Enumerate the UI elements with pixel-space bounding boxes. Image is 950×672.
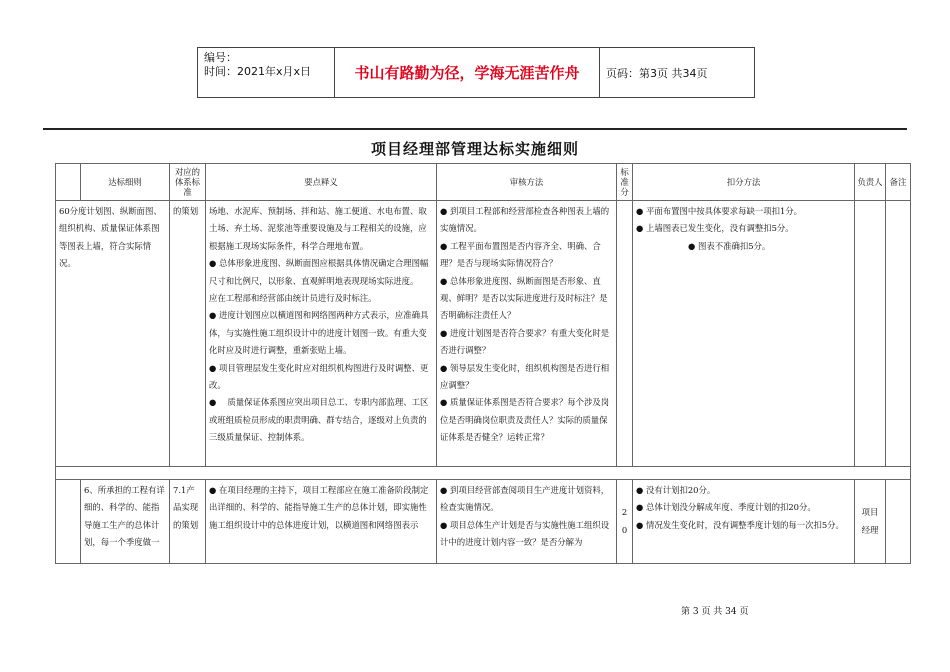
row1-audit-item: ● 质量保证体系图是否符合要求？每个涉及岗位是否明确岗位职责及责任人？实际的质量保证体系是否健全？运转正常？ <box>440 397 610 443</box>
header-meta <box>198 48 335 97</box>
row2-standard: 7.1产品实现的策划 <box>170 480 206 564</box>
col-header-standard: 对应的体系标准 <box>170 164 206 201</box>
row2-detail: 6、所承担的工程有详细的、科学的、能指导施工生产的总体计划，每一个季度做一 <box>81 480 170 564</box>
row1-point: ● 质量保证体系图应突出项目总工、专职内部监理、工区或班组质检员形成的职责明确、群专结合，逐级对上负责的三级质量保证、控制体系。 <box>209 397 429 443</box>
criteria-table <box>55 163 911 564</box>
row1-points <box>206 201 437 467</box>
gap-cell <box>617 467 633 480</box>
page-header <box>197 47 755 98</box>
col-header-audit: 审核方法 <box>437 164 617 201</box>
row1-audit-item: ● 总体形象进度图、纵断面图是否形象、直 <box>440 275 601 286</box>
row2-audit-item: ● 项目总体生产计划是否与实施性施工组织设计中的进度计划内容一致？是否分解为 <box>440 519 610 548</box>
col-header-owner: 负责人 <box>855 164 886 201</box>
row1-score <box>617 201 633 467</box>
row1-remarks <box>886 201 911 467</box>
gap-cell <box>81 467 170 480</box>
row2-remarks <box>886 480 911 564</box>
header-rule <box>43 128 907 130</box>
gap-cell <box>855 467 886 480</box>
row2-point: ● 在项目经理的主持下，项目工程部应在施工准备阶段制定出详细的、科学的、能指导施工生产的总体计划，即实施性施工组织设计中的总体进度计划，以横道图和网络图表示 <box>209 485 429 530</box>
date-label: 时间：2021年x月x日 <box>204 65 312 78</box>
row1-point: 应在工程部和经营部由统计员进行及时标注。 <box>209 293 377 304</box>
row1-owner <box>855 201 886 467</box>
row2-deduction-item: ● 情况发生变化时，没有调整季度计划的每一次扣5分。 <box>636 519 844 530</box>
table-row <box>56 480 911 564</box>
row2-points <box>206 480 437 564</box>
table-gap-row <box>56 467 911 480</box>
gap-cell <box>56 467 81 480</box>
row1-audit <box>437 201 617 467</box>
gap-cell <box>206 467 437 480</box>
gap-cell <box>633 467 855 480</box>
row2-index <box>56 480 81 564</box>
gap-cell <box>886 467 911 480</box>
row2-owner: 项目经理 <box>855 480 886 564</box>
row1-detail <box>56 201 170 467</box>
row2-deduction-item: ● 总体计划没分解成年度、季度计划的扣20分。 <box>636 502 816 513</box>
number-label: 编号： <box>204 51 237 64</box>
row1-point: 场地、水泥库、预制场、拌和站、施工便道、水电布置、取土场、弃土场、泥浆池等重要设施及与工程相关的设施，应根据施工现场实际条件，科学合理地布置。 <box>209 206 427 251</box>
col-header-remarks: 备注 <box>886 164 911 201</box>
gap-cell <box>437 467 617 480</box>
col-header-score: 标准分 <box>617 164 633 201</box>
row2-audit <box>437 480 617 564</box>
gap-cell <box>170 467 206 480</box>
table-row <box>56 201 911 467</box>
document-title: 项目经理部管理达标实施细则 <box>370 140 579 158</box>
col-header-index <box>56 164 81 201</box>
row1-audit-item: ● 进度计划图是否符合要求？有重大变化时是否进行调整？ <box>440 327 610 356</box>
header-motto: 书山有路勤为径，学海无涯苦作舟 <box>335 48 600 97</box>
row1-deduction <box>633 201 855 467</box>
col-header-points: 要点释义 <box>206 164 437 201</box>
row1-standard: 的策划 <box>170 201 206 467</box>
header-page-info: 页码：第3页 共34页 <box>606 66 708 80</box>
col-header-detail: 达标细则 <box>81 164 170 201</box>
table-header-row <box>56 164 911 201</box>
row1-audit-item: ● 领导层发生变化时，组织机构图是否进行相应调整？ <box>440 362 610 391</box>
row2-score: 20 <box>617 480 633 564</box>
row1-point: ● 项目管理层发生变化时应对组织机构图进行及时调整、更改。 <box>209 362 429 391</box>
row1-point: ● 总体形象进度图、纵断面图应根据具体情况确定合理图幅尺寸和比例尺，以形象、直观鲜明地表现现场实际进度。 <box>209 258 429 286</box>
row1-deduction-item: ● 平面布置图中按具体要求每缺一项扣1分。 <box>636 206 803 216</box>
row2-deduction <box>633 480 855 564</box>
row1-deduction-item: ● 图表不准确扣5分。 <box>688 240 771 251</box>
row1-audit-item: 观、鲜明？是否以实际进度进行及时标注？是否明确标注责任人？ <box>440 293 608 321</box>
row1-score-label: 60分 <box>59 206 79 216</box>
col-header-deduction: 扣分方法 <box>633 164 855 201</box>
page-footer: 第 3 页 共 34 页 <box>681 607 749 617</box>
row1-detail-text: 度计划图、纵断面图、组织机构、质量保证体系图等图表上墙，符合实际情况。 <box>59 206 162 269</box>
row1-audit-item: ● 到项目工程部和经营部检查各种图表上墙的实施情况。 <box>440 206 610 234</box>
row2-deduction-item: ● 没有计划扣20分。 <box>636 485 716 495</box>
row1-audit-item: ● 工程平面布置图是否内容齐全、明确、合理？是否与现场实际情况符合？ <box>440 240 601 269</box>
row1-deduction-item: ● 上墙图表已发生变化，没有调整扣5分。 <box>636 223 794 234</box>
row2-audit-item: ● 到项目经营部查阅项目生产进度计划资料，检查实施情况。 <box>440 485 610 513</box>
row1-point: ● 进度计划图应以横道图和网络图两种方式表示，应准确具体，与实施性施工组织设计中的进度计划图一致。有重大变化时应及时进行调整，重新张贴上墙。 <box>209 310 429 356</box>
